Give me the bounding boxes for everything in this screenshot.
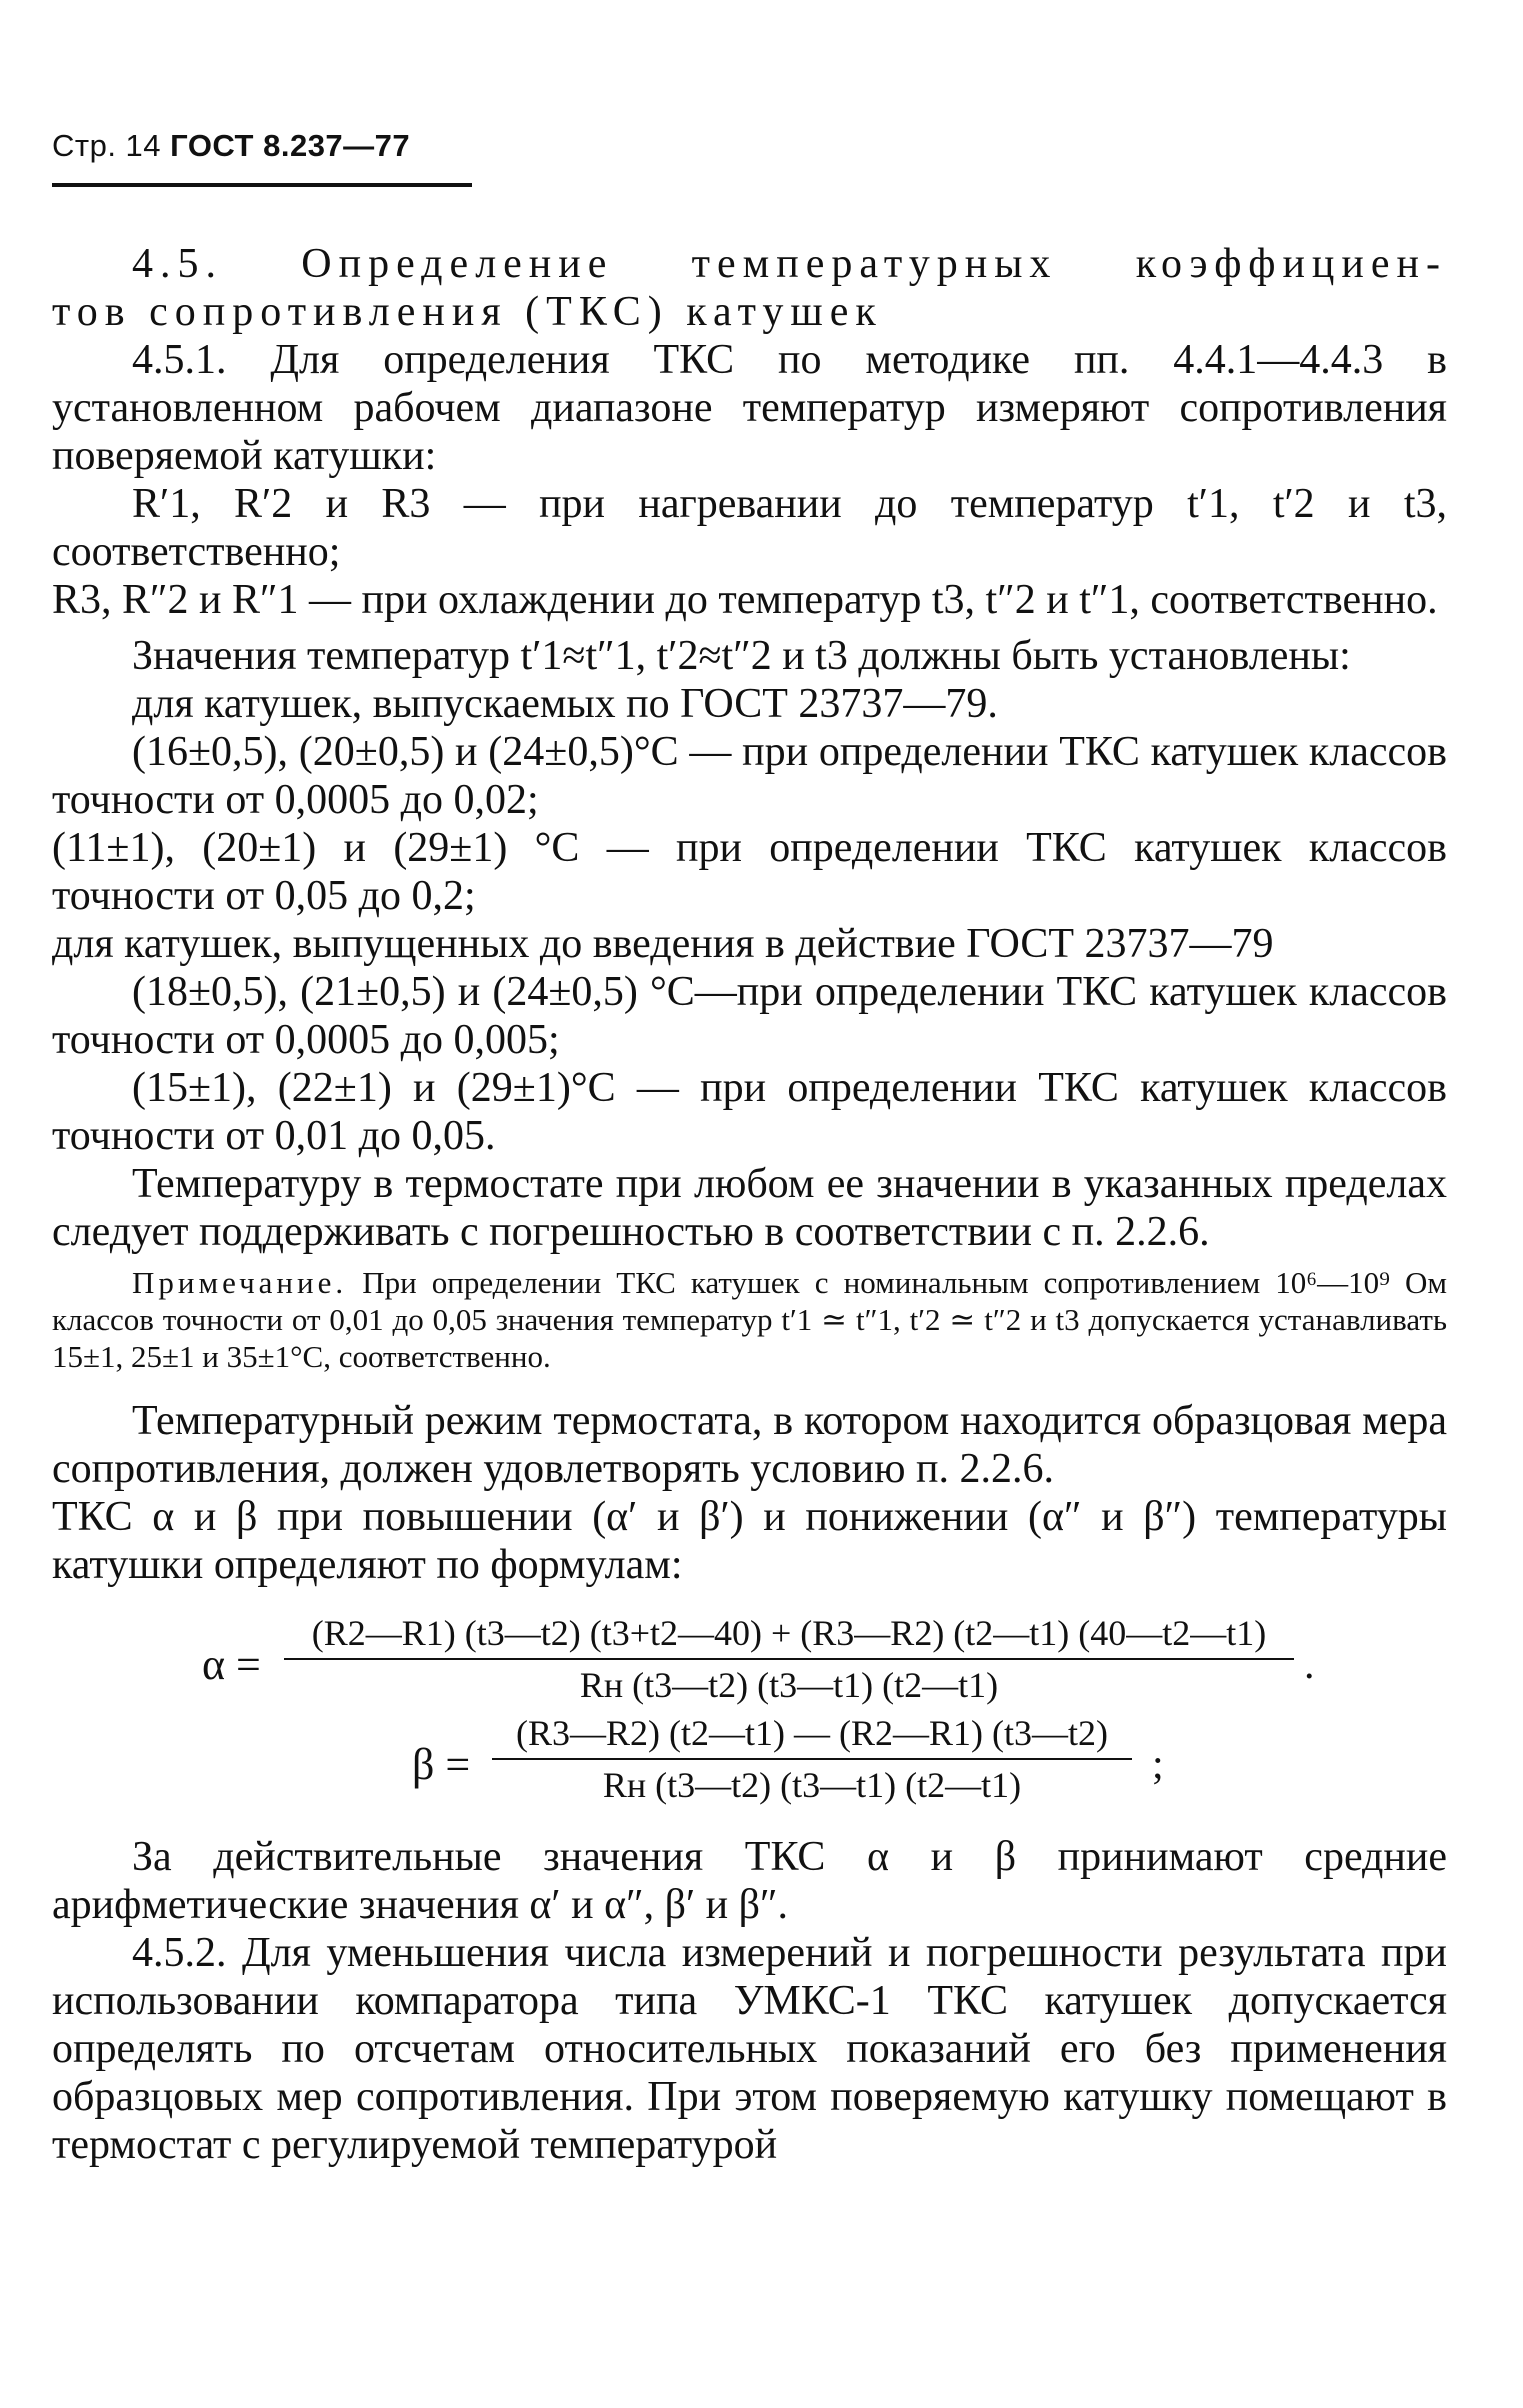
section-title-line2: тов сопротивления (ТКС) катушек: [52, 289, 883, 335]
alpha-lhs: α =: [202, 1640, 261, 1689]
alpha-fraction-bar: [284, 1658, 1294, 1660]
mean-values-paragraph: За действительные значения ТКС α и β принимают средние арифметические значения α′ и α″, β′ и β″.: [52, 1834, 1447, 1928]
beta-lhs: β =: [412, 1740, 471, 1789]
paragraph-4-5-2: 4.5.2. Для уменьшения числа измерений и погрешности результата при использовании компаратора типа УМКС-1 ТКС катушек допускается определять по отсчетам относительных показаний его без применения образцовых мер сопротивления. При этом поверяемую катушку помещают в термостат с регулируемой температурой: [52, 1930, 1447, 2168]
page-number: Стр. 14: [52, 128, 171, 163]
cooling-resistances: R3, R″2 и R″1 — при охлаждении до температур t3, t″2 и t″1, соответственно.: [52, 577, 1438, 623]
alpha-punctuation: .: [1304, 1642, 1315, 1688]
note-label: Примечание.: [132, 1265, 348, 1300]
alpha-denominator: Rн (t3—t2) (t3—t1) (t2—t1): [579, 1665, 999, 1705]
formula-intro: ТКС α и β при повышении (α′ и β′) и понижении (α″ и β″) температуры катушки определяют по формулам:: [52, 1494, 1447, 1588]
alpha-formula: [52, 1611, 1447, 1711]
range-3: (18±0,5), (21±0,5) и (24±0,5) °C—при определении ТКС катушек классов точности от 0,0005 до 0,005;: [52, 969, 1447, 1063]
regime-paragraph: Температурный режим термостата, в котором находится образцовая мера сопротивления, должен удовлетворять условию п. 2.2.6.: [52, 1398, 1447, 1492]
range-4: (15±1), (22±1) и (29±1)°C — при определении ТКС катушек классов точности от 0,01 до 0,05.: [52, 1065, 1447, 1159]
standard-code: ГОСТ 8.237—77: [170, 128, 411, 163]
beta-fraction-bar: [492, 1758, 1132, 1760]
temperature-values: Значения температур t′1≈t″1, t′2≈t″2 и t3 должны быть установлены:: [132, 633, 1351, 679]
range-1: (16±0,5), (20±0,5) и (24±0,5)°C — при определении ТКС катушек классов точности от 0,0005 до 0,02;: [52, 729, 1447, 823]
note-text: При определении ТКС катушек с номинальным сопротивлением 10⁶—10⁹ Ом классов точности от 0,01 до 0,05 значения температур t′1 ≃ t″1, t′2 ≃ t″2 и t3 допускается устанавливать 15±1, 25±1 и 35±1°С, соответственно.: [52, 1265, 1447, 1374]
page-header: [52, 128, 410, 164]
section-title-line1: 4.5. Определение температурных коэффициен-: [132, 241, 1447, 287]
beta-denominator: Rн (t3—t2) (t3—t1) (t2—t1): [602, 1765, 1022, 1805]
alpha-fraction: [284, 1611, 1294, 1707]
note: [52, 1264, 1447, 1375]
heating-resistances: R′1, R′2 и R3 — при нагревании до температур t′1, t′2 и t3, соответственно;: [52, 481, 1447, 575]
alpha-numerator: (R2—R1) (t3—t2) (t3+t2—40) + (R3—R2) (t2—t1) (40—t2—t1): [311, 1613, 1267, 1653]
header-rule: [52, 183, 472, 187]
beta-numerator: (R3—R2) (t2—t1) — (R2—R1) (t3—t2): [516, 1713, 1108, 1753]
beta-fraction: [492, 1711, 1132, 1807]
thermostat-paragraph: Температуру в термостате при любом ее значении в указанных пределах следует поддерживать с погрешностью в соответствии с п. 2.2.6.: [52, 1161, 1447, 1255]
coils-new-standard: для катушек, выпускаемых по ГОСТ 23737—79.: [132, 681, 998, 727]
beta-formula: [52, 1711, 1447, 1811]
page-body: [52, 240, 1447, 2169]
range-2: (11±1), (20±1) и (29±1) °C — при определении ТКС катушек классов точности от 0,05 до 0,2;: [52, 825, 1447, 919]
paragraph-4-5-1: 4.5.1. Для определения ТКС по методике пп. 4.4.1—4.4.3 в установленном рабочем диапазоне температур измеряют сопротивления поверяемой катушки:: [52, 337, 1447, 479]
coils-old-standard: для катушек, выпущенных до введения в действие ГОСТ 23737—79: [52, 921, 1274, 967]
beta-punctuation: ;: [1152, 1742, 1164, 1788]
